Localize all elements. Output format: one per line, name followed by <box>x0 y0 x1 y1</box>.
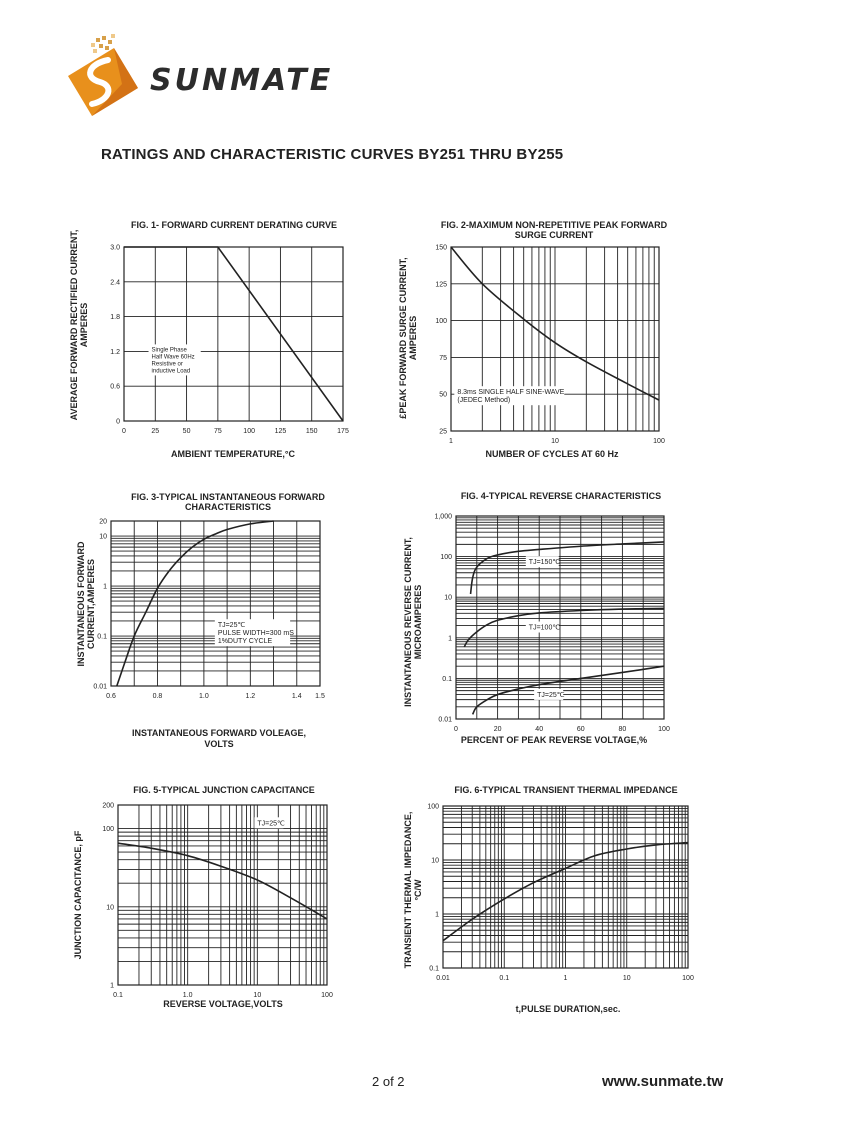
x-tick-label: 150 <box>305 428 318 435</box>
fig5-ylabel: JUNCTION CAPACITANCE, pF <box>73 830 83 960</box>
annotation-text: PULSE WIDTH=300 mS <box>217 630 294 638</box>
y-tick-label: 10 <box>444 594 452 602</box>
x-tick-label: 1 <box>449 438 453 445</box>
fig1-xlabel: AMBIENT TEMPERATURE,°C <box>171 449 295 459</box>
website-url: www.sunmate.tw <box>602 1073 724 1090</box>
y-tick-label: 1 <box>110 982 114 990</box>
fig3-title: FIG. 3-TYPICAL INSTANTANEOUS FORWARD CHARACTERISTICS <box>131 492 325 512</box>
y-tick-label: 100 <box>440 554 452 562</box>
x-tick-label: 75 <box>213 428 222 435</box>
annotation-text: (JEDEC Method) <box>457 397 511 405</box>
y-tick-label: 0.1 <box>442 675 452 683</box>
y-tick-label: 0.6 <box>110 383 120 391</box>
y-tick-label: 75 <box>439 354 447 362</box>
x-tick-label: 0 <box>122 428 126 435</box>
annotation-text: Single Phase <box>151 347 187 354</box>
annotation-text: TJ=25℃ <box>537 691 565 699</box>
fig5-title: FIG. 5-TYPICAL JUNCTION CAPACITANCE <box>133 785 315 795</box>
y-tick-label: 1 <box>435 911 439 919</box>
annotation-text: 8.3ms SINGLE HALF SINE-WAVE <box>457 389 565 397</box>
y-tick-label: 150 <box>435 244 447 252</box>
fig4-ylabel: INSTANTANEOUS REVERSE CURRENT, MICROAMPERES <box>403 537 423 707</box>
annotation-text: Resistive or <box>151 361 183 368</box>
x-tick-label: 1 <box>563 975 568 982</box>
annotation-text: Half Wave 60Hz <box>151 354 195 361</box>
fig4-xlabel: PERCENT OF PEAK REVERSE VOLTAGE,% <box>460 735 648 745</box>
x-tick-label: 0.01 <box>436 975 450 982</box>
y-tick-label: 1.8 <box>110 314 120 322</box>
annotation-text: TJ=25℃ <box>257 820 285 828</box>
y-tick-label: 1 <box>103 583 107 591</box>
fig4-title: FIG. 4-TYPICAL REVERSE CHARACTERISTICS <box>460 491 662 501</box>
y-tick-label: 1.2 <box>110 348 120 356</box>
fig3-ylabel: INSTANTANEOUS FORWARD CURRENT,AMPERES <box>76 541 96 667</box>
x-tick-label: 1.2 <box>245 693 256 700</box>
annotation-text: TJ=150℃ <box>528 559 561 567</box>
fig6-xlabel: t,PULSE DURATION,sec. <box>515 1004 621 1014</box>
page-number: 2 of 2 <box>372 1074 405 1089</box>
y-tick-label: 0 <box>116 418 120 426</box>
fig6-title: FIG. 6-TYPICAL TRANSIENT THERMAL IMPEDANCE <box>454 785 678 795</box>
y-tick-label: 2.4 <box>110 279 120 287</box>
x-tick-label: 20 <box>493 726 502 733</box>
y-tick-label: 0.01 <box>93 683 107 691</box>
annotation-text: TJ=100℃ <box>528 624 561 632</box>
y-tick-label: 25 <box>439 428 447 436</box>
fig5-xlabel: REVERSE VOLTAGE,VOLTS <box>163 999 283 1009</box>
x-tick-label: 0 <box>454 726 458 733</box>
page-title: RATINGS AND CHARACTERISTIC CURVES BY251 THRU BY255 <box>101 146 564 163</box>
x-tick-label: 80 <box>618 726 627 733</box>
x-tick-label: 1.4 <box>291 693 302 700</box>
y-tick-label: 200 <box>102 802 114 810</box>
y-tick-label: 50 <box>439 391 447 399</box>
y-tick-label: 100 <box>102 826 114 834</box>
fig3-xlabel: INSTANTANEOUS FORWARD VOLEAGE, VOLTS <box>131 728 306 749</box>
x-tick-label: 10 <box>622 975 631 982</box>
x-tick-label: 60 <box>576 726 585 733</box>
x-tick-label: 175 <box>337 428 349 435</box>
y-tick-label: 100 <box>435 318 447 326</box>
y-tick-label: 0.1 <box>429 965 439 973</box>
y-tick-label: 10 <box>431 857 439 865</box>
y-tick-label: 10 <box>99 533 107 541</box>
y-tick-label: 100 <box>427 803 439 811</box>
x-tick-label: 10 <box>551 438 559 445</box>
x-tick-label: 0.8 <box>152 693 163 700</box>
y-tick-label: 10 <box>106 904 114 912</box>
brand-wordmark: SUNMATE <box>150 63 334 98</box>
annotation-text: TJ=25℃ <box>217 622 246 630</box>
x-tick-label: 100 <box>653 438 665 445</box>
annotation-text: inductive Load <box>151 368 191 375</box>
x-tick-label: 1.0 <box>199 693 209 700</box>
x-tick-label: 40 <box>535 726 544 733</box>
fig2-xlabel: NUMBER OF CYCLES AT 60 Hz <box>485 449 619 459</box>
fig1-title: FIG. 1- FORWARD CURRENT DERATING CURVE <box>130 220 337 230</box>
x-tick-label: 1.5 <box>315 693 325 700</box>
x-tick-label: 100 <box>321 992 333 999</box>
x-tick-label: 0.1 <box>113 992 123 999</box>
y-tick-label: 1 <box>448 635 452 643</box>
y-tick-label: 125 <box>435 281 447 289</box>
fig1-ylabel: AVERAGE FORWARD RECTIFIED CURRENT, AMPERES <box>69 229 89 421</box>
fig6-ylabel: TRANSIENT THERMAL IMPEDANCE, °C/W <box>403 811 423 969</box>
y-tick-label: 3.0 <box>110 244 120 252</box>
x-tick-label: 50 <box>182 428 191 435</box>
x-tick-label: 10 <box>253 992 262 999</box>
x-tick-label: 0.1 <box>499 975 510 982</box>
y-tick-label: 0.1 <box>97 633 107 641</box>
y-tick-label: 20 <box>99 518 107 526</box>
fig2-ylabel: £PEAK FORWARD SURGE CURRENT, AMPERES <box>398 257 418 419</box>
fig2-title: FIG. 2-MAXIMUM NON-REPETITIVE PEAK FORWARD SURGE CURRENT <box>440 220 668 240</box>
x-tick-label: 0.6 <box>106 693 116 700</box>
x-tick-label: 100 <box>243 428 255 435</box>
x-tick-label: 100 <box>658 726 670 733</box>
y-tick-label: 1,000 <box>434 513 452 521</box>
x-tick-label: 125 <box>274 428 287 435</box>
y-tick-label: 0.01 <box>438 716 452 724</box>
x-tick-label: 1.0 <box>182 992 193 999</box>
x-tick-label: 25 <box>151 428 160 435</box>
x-tick-label: 100 <box>682 975 694 982</box>
annotation-text: 1%DUTY CYCLE <box>217 638 273 646</box>
